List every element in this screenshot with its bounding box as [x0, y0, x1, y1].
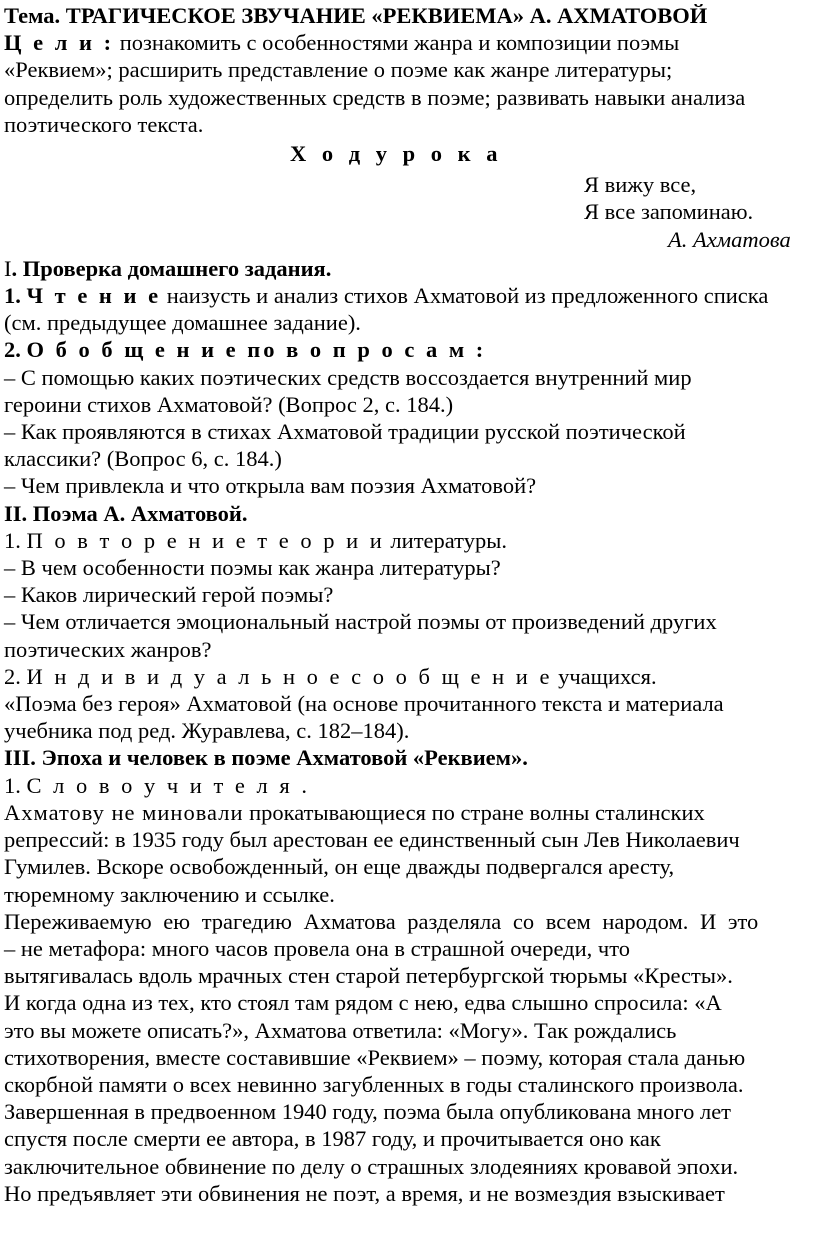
question-item: классики? (Вопрос 6, с. 184.) — [4, 446, 282, 472]
section1-heading: I. Проверка домашнего задания. — [4, 255, 332, 281]
section2-heading: II. Поэма А. Ахматовой. — [4, 500, 248, 526]
epigraph-author: А. Ахматова — [668, 226, 791, 252]
question-item: – Как проявляются в стихах Ахматовой традиции русской поэтической — [4, 419, 686, 445]
section2-item2: 2. И н д и в и д у а л ь н о е с о о б щ е н и е учащихся. — [4, 663, 657, 689]
question-item: героини стихов Ахматовой? (Вопрос 2, с. 184.) — [4, 391, 454, 417]
section2-item2-desc: «Поэма без героя» Ахматовой (на основе прочитанного текста и материала — [4, 691, 724, 717]
paragraph-line: Гумилев. Вскоре освобожденный, он еще дважды подвергался аресту, — [4, 854, 675, 880]
section1-item1-cont: (см. предыдущее домашнее задание). — [4, 310, 361, 336]
paragraph-line: Но предъявляет эти обвинения не поэт, а время, и не возмездия взыскивает — [4, 1180, 725, 1206]
goals-label: Ц е л и : — [4, 30, 115, 56]
section2-item1: 1. П о в т о р е н и е т е о р и и литературы. — [4, 527, 507, 553]
lesson-course-heading: Х о д у р о к а — [290, 141, 503, 167]
paragraph-line: И когда одна из тех, кто стоял там рядом с нею, едва слышно спросила: «А — [4, 990, 722, 1016]
document-page — [0, 2, 816, 1240]
section3-item1: 1. С л о в о у ч и т е л я . — [4, 772, 310, 798]
paragraph-line: Переживаемую ею трагедию Ахматова разделяла со всем народом. И это — [4, 908, 759, 934]
goals-line: поэтического текста. — [4, 111, 204, 137]
question-item: – С помощью каких поэтических средств воссоздается внутренний мир — [4, 364, 692, 390]
question-item: – Каков лирический герой поэмы? — [4, 582, 334, 608]
paragraph-line: спустя после смерти ее автора, в 1987 году, и прочитывается оно как — [4, 1126, 661, 1152]
epigraph-line: Я все запоминаю. — [584, 199, 754, 225]
paragraph-line: стихотворения, вместе составившие «Реквием» – поэму, которая стала данью — [4, 1044, 746, 1070]
section1-item2: 2. О б о б щ е н и е по в о п р о с а м : — [4, 337, 487, 363]
paragraph-line: вытягивалась вдоль мрачных стен старой петербургской тюрьмы «Кресты». — [4, 963, 733, 989]
paragraph-line: заключительное обвинение по делу о страшных злодеяниях кровавой эпохи. — [4, 1153, 739, 1179]
question-item: – Чем отличается эмоциональный настрой поэмы от произведений других — [4, 609, 717, 635]
paragraph-line: – не метафора: много часов провела она в страшной очереди, что — [4, 935, 631, 961]
question-item: – Чем привлекла и что открыла вам поэзия Ахматовой? — [4, 473, 537, 499]
section2-item2-desc: учебника под ред. Журавлева, с. 182–184). — [4, 718, 410, 744]
section1-item1: 1. Ч т е н и е наизусть и анализ стихов Ахматовой из предложенного списка — [4, 283, 769, 309]
goals-line: определить роль художественных средств в поэме; развивать навыки анализа — [4, 84, 746, 110]
question-item: поэтических жанров? — [4, 636, 212, 662]
epigraph-line: Я вижу все, — [584, 172, 697, 198]
paragraph-line: это вы можете описать?», Ахматова ответила: «Могу». Так рождались — [4, 1017, 677, 1043]
section3-heading: III. Эпоха и человек в поэме Ахматовой «Реквием». — [4, 745, 528, 771]
paragraph-line: скорбной памяти о всех невинно загубленных в годы сталинского произвола. — [4, 1071, 744, 1097]
paragraph-line: тюремному заключению и ссылке. — [4, 881, 335, 907]
goals-line: «Реквием»; расширить представление о поэме как жанре литературы; — [4, 57, 673, 83]
lesson-topic-title: Тема. ТРАГИЧЕСКОЕ ЗВУЧАНИЕ «РЕКВИЕМА» А. АХМАТОВОЙ — [4, 3, 708, 28]
paragraph-line: Завершенная в предвоенном 1940 году, поэма была опубликована много лет — [4, 1099, 732, 1125]
paragraph-line: репрессий: в 1935 году был арестован ее единственный сын Лев Николаевич — [4, 827, 740, 853]
lesson-goals: Ц е л и : познакомить с особенностями жанра и композиции поэмы — [4, 30, 680, 56]
paragraph-line: Ахматову не миновали прокатывающиеся по стране волны сталинских — [4, 799, 705, 825]
question-item: – В чем особенности поэмы как жанра литературы? — [4, 555, 501, 581]
